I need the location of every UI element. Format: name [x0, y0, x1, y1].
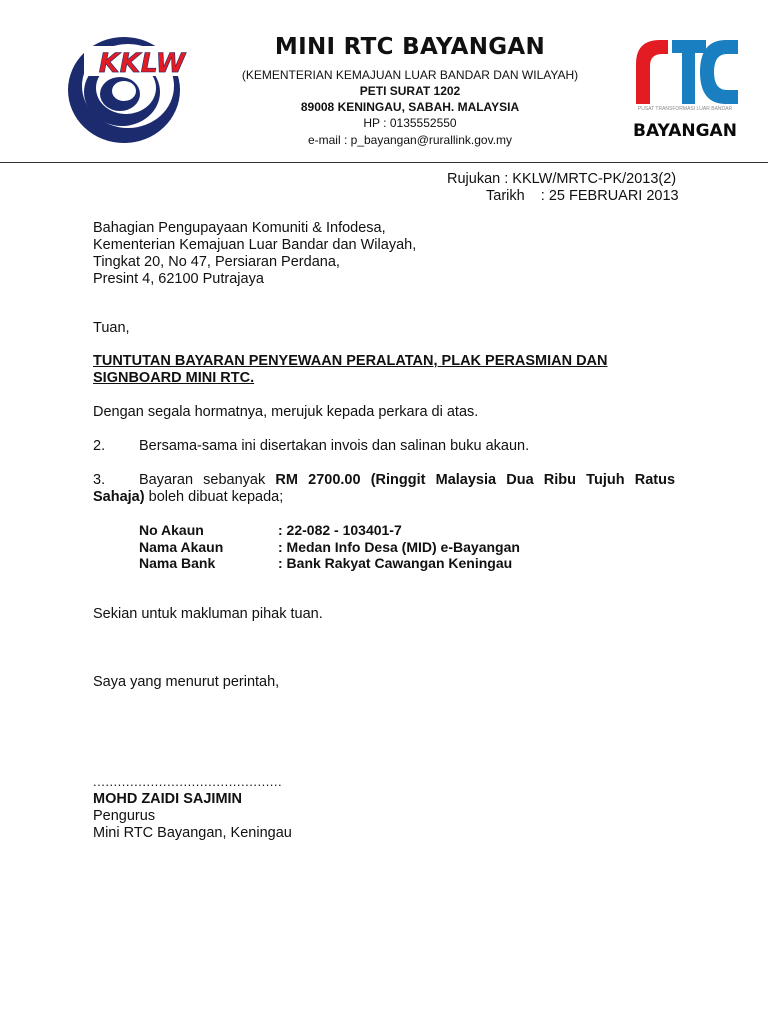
header-address: 89008 KENINGAU, SABAH. MALAYSIA [300, 100, 520, 114]
paragraph-2 [93, 438, 529, 455]
paragraph-3-line-2 [93, 489, 675, 506]
paragraph-3 [93, 472, 675, 506]
salutation: Tuan, [93, 320, 130, 336]
signer-organization: Mini RTC Bayangan, Keningau [93, 825, 292, 841]
bank-row [139, 539, 520, 556]
bank-row [139, 522, 520, 539]
bank-value: : 22-082 - 103401-7 [278, 522, 402, 538]
date-label: Tarikh [486, 188, 525, 204]
org-title: MINI RTC BAYANGAN [274, 34, 546, 60]
recipient-line: Presint 4, 62100 Putrajaya [93, 271, 264, 287]
date-value: 25 FEBRUARI 2013 [548, 188, 679, 204]
paragraph-text: Bayaran sebanyak [139, 472, 266, 488]
paragraph-1: Dengan segala hormatnya, merujuk kepada perkara di atas. [93, 404, 479, 420]
payment-amount: RM 2700.00 (Ringgit Malaysia Dua Ribu Tujuh Ratus [275, 472, 676, 488]
bank-label: No Akaun [139, 522, 204, 538]
signer-name: MOHD ZAIDI SAJIMIN [93, 791, 243, 807]
subject-heading [93, 353, 653, 387]
header-po-box: PETI SURAT 1202 [359, 84, 461, 98]
reference-label: Rujukan [447, 171, 501, 187]
paragraph-number: 2. [93, 438, 106, 454]
paragraph-3-line-1 [93, 472, 675, 489]
bank-value: : Bank Rakyat Cawangan Keningau [278, 555, 513, 571]
header-email: e-mail : p_bayangan@rurallink.gov.my [307, 133, 513, 147]
paragraph-number: 3. [93, 472, 106, 488]
bank-value: : Medan Info Desa (MID) e-Bayangan [278, 538, 520, 555]
reference-row: Rujukan : KKLW/MRTC-PK/2013(2) [447, 171, 677, 187]
subject-line: SIGNBOARD MINI RTC. [93, 370, 255, 386]
payment-amount-end: Sahaja) [93, 489, 145, 505]
sign-off: Saya yang menurut perintah, [93, 674, 280, 690]
paragraph-text: Bersama-sama ini disertakan invois dan salinan buku akaun. [139, 438, 530, 454]
kklw-logo-text: KKLW [98, 48, 186, 79]
closing-remark: Sekian untuk makluman pihak tuan. [93, 606, 323, 622]
bank-details [139, 522, 520, 572]
recipient-line: Kementerian Kemajuan Luar Bandar dan Wilayah, [93, 237, 417, 253]
paragraph-text: boleh dibuat kepada; [148, 489, 284, 505]
header-ministry: (KEMENTERIAN KEMAJUAN LUAR BANDAR DAN WILAYAH) [241, 68, 579, 82]
recipient-line: Tingkat 20, No 47, Persiaran Perdana, [93, 254, 340, 270]
bank-label: Nama Bank [139, 555, 216, 571]
recipient-address [93, 220, 416, 288]
signature-line: .............................................. [93, 774, 283, 789]
rtc-tagline: PUSAT TRANSFORMASI LUAR BANDAR [637, 106, 733, 112]
reference-value: KKLW/MRTC-PK/2013(2) [512, 171, 677, 187]
header-phone: HP : 0135552550 [363, 116, 457, 130]
recipient-line: Bahagian Pengupayaan Komuniti & Infodesa, [93, 220, 386, 236]
kklw-logo [64, 34, 204, 146]
rtc-logo-name: BAYANGAN [633, 121, 737, 141]
bank-row [139, 555, 520, 572]
subject-line: TUNTUTAN BAYARAN PENYEWAAN PERALATAN, PLAK PERASMIAN DAN [93, 353, 608, 369]
header-divider [0, 162, 768, 163]
rtc-logo [628, 34, 740, 106]
bank-label: Nama Akaun [139, 538, 224, 555]
signer-title: Pengurus [93, 808, 156, 824]
date-row: Tarikh : 25 FEBRUARI 2013 [486, 188, 679, 204]
reference-block [447, 171, 679, 205]
